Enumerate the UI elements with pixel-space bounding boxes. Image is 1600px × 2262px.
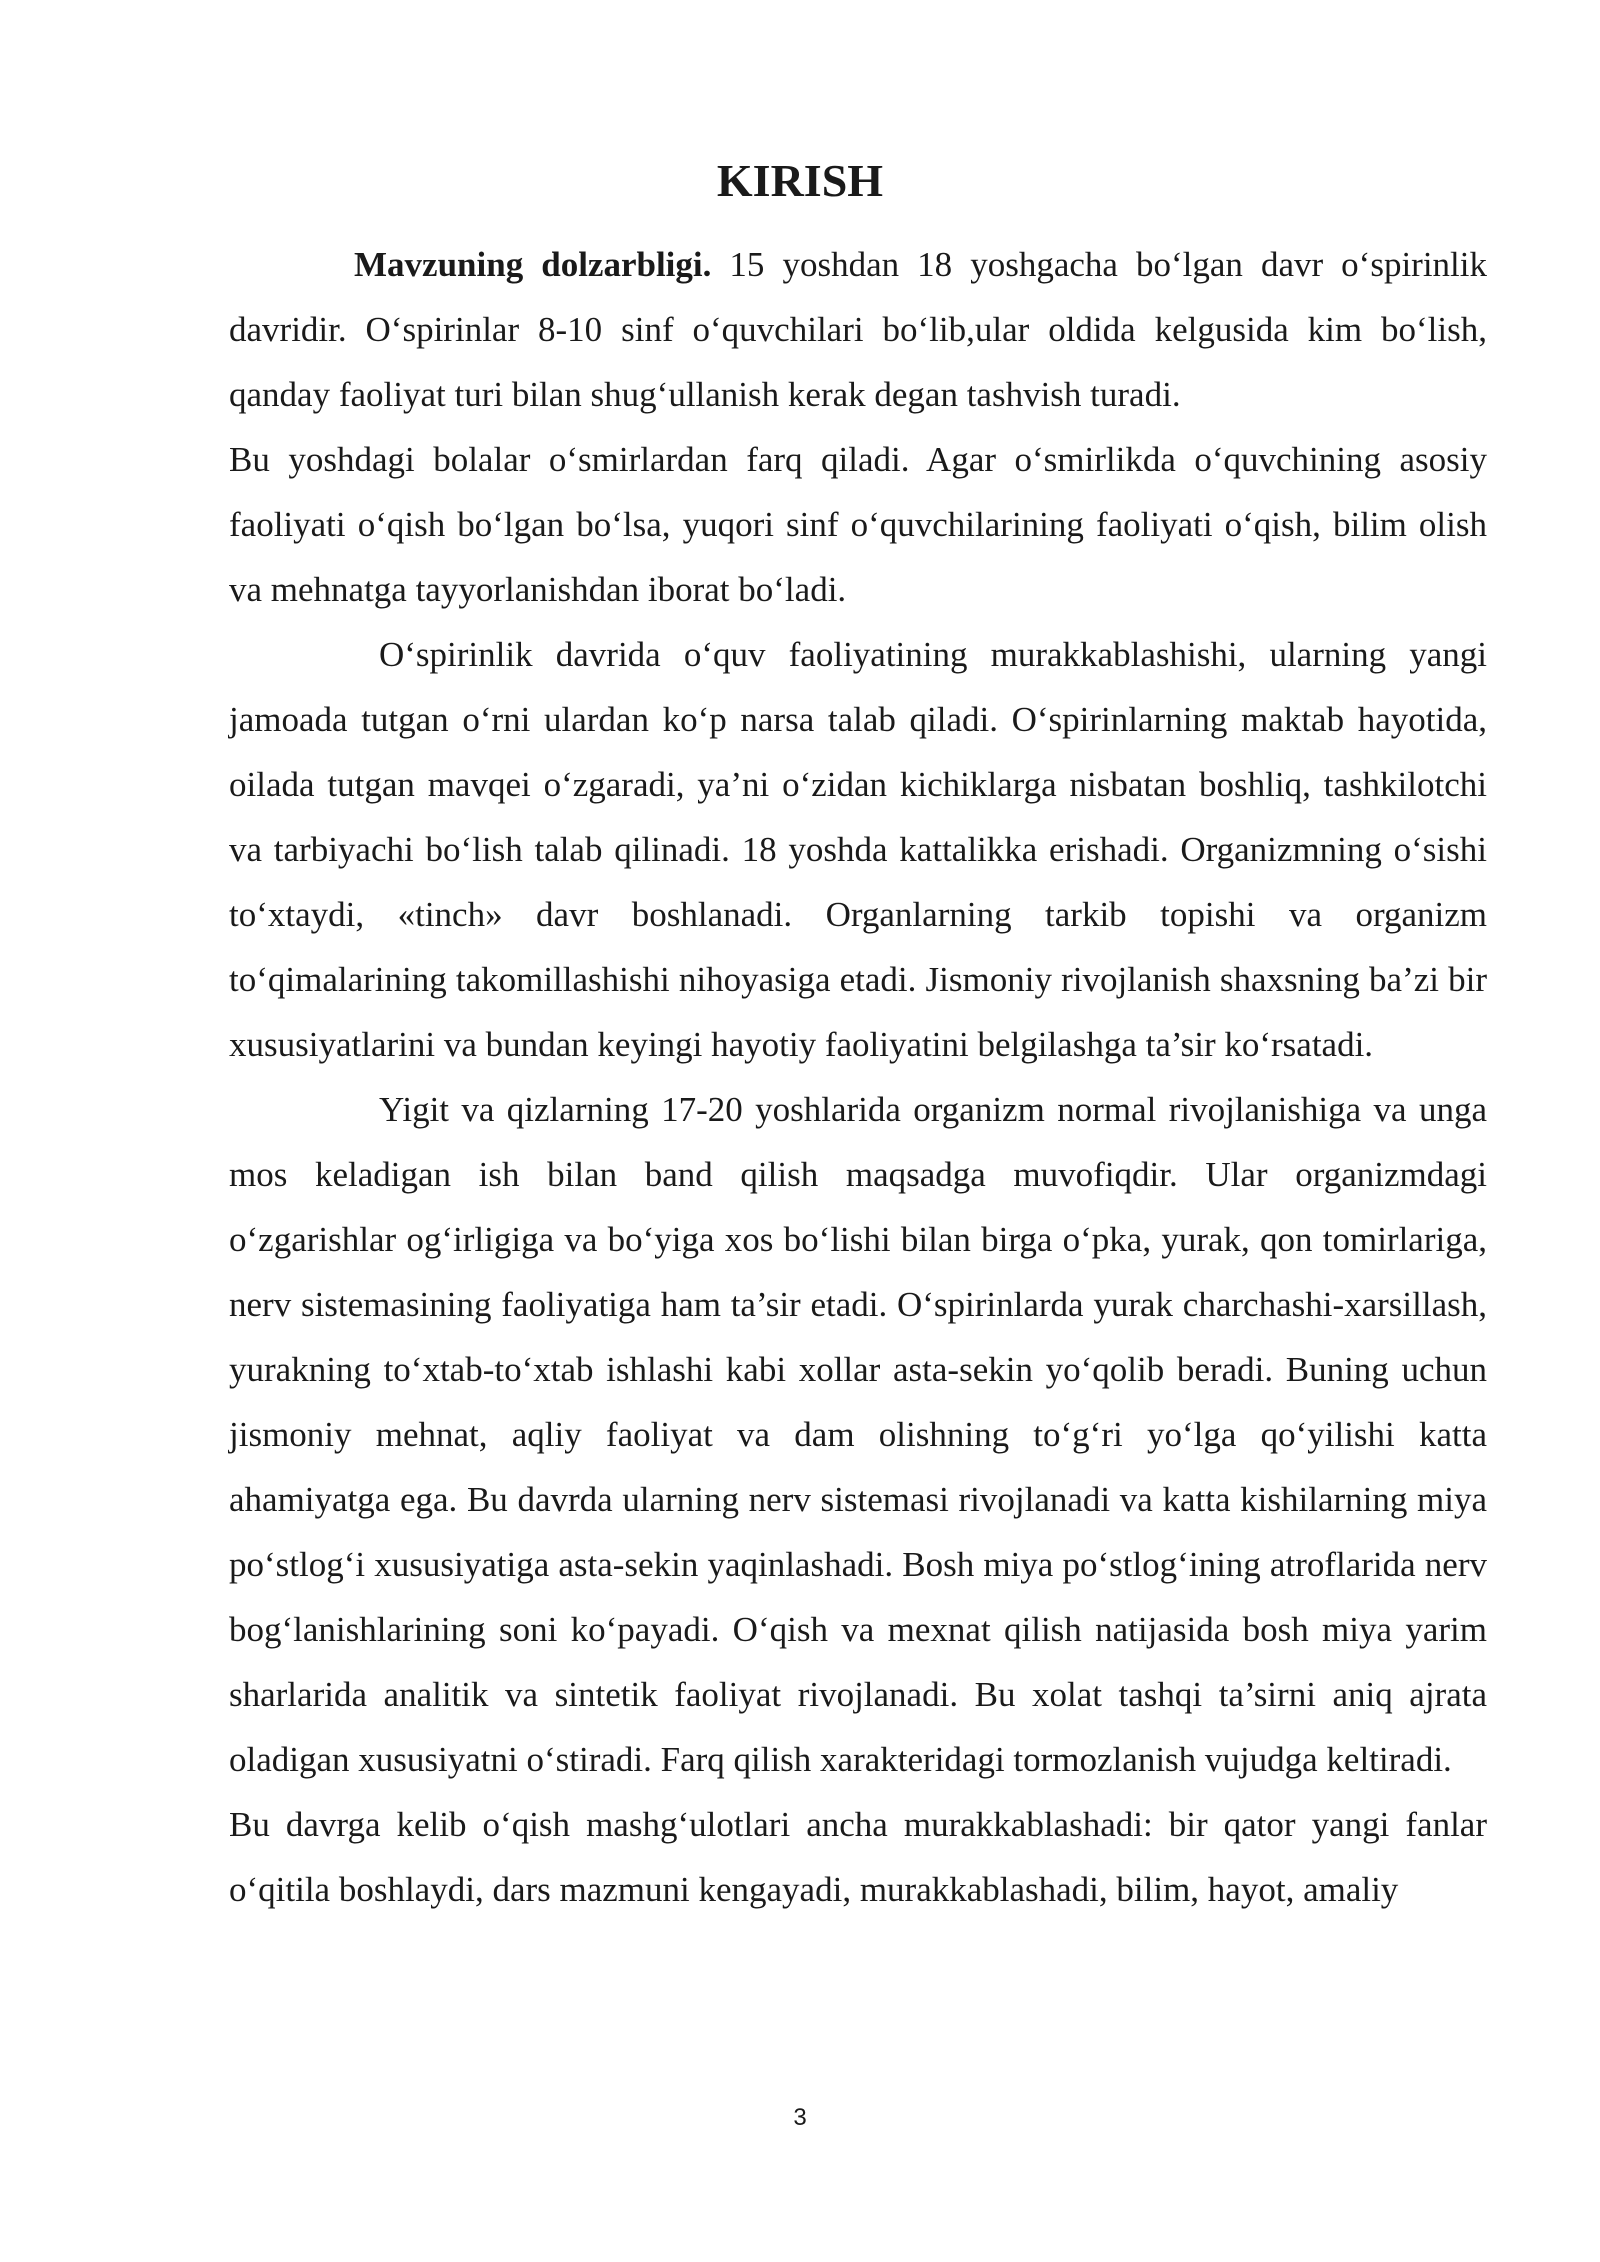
page-heading: KIRISH [716,155,884,206]
paragraph-text: Bu yoshdagi bolalar o‘smirlardan farq qiladi. Agar o‘smirlikda o‘quvchining asosiy faoliyati o‘qish bo‘lgan bo‘lsa, yuqori sinf o‘quvchilarining faoliyati o‘qish, bilim olish va mehnatga tayyorlanishdan iborat bo‘ladi. [229,440,1487,609]
body-text [229,232,1487,1922]
paragraph-text: Yigit va qizlarning 17-20 yoshlarida organizm normal rivojlanishiga va unga mos keladigan ish bilan band qilish maqsadga muvofiqdir. Ular organizmdagi o‘zgarishlar og‘irligiga va bo‘yiga xos bo‘lishi bilan birga o‘pka, yurak, qon tomirlariga, nerv sistemasining faoliyatiga ham ta’sir etadi. O‘spirinlarda yurak charchashi-xarsillash, yurakning to‘xtab-to‘xtab ishlashi kabi xollar asta-sekin yo‘qolib beradi. Buning uchun jismoniy mehnat, aqliy faoliyat va dam olishning to‘g‘ri yo‘lga qo‘yilishi katta ahamiyatga ega. Bu davrda ularning nerv sistemasi rivojlanadi va katta kishilarning miya po‘stlog‘i xususiyatiga asta-sekin yaqinlashadi. Bosh miya po‘stlog‘ining atroflarida nerv bog‘lanishlarining soni ko‘payadi. O‘qish va mexnat qilish natijasida bosh miya yarim sharlarida analitik va sintetik faoliyat rivojlanadi. Bu xolat tashqi ta’sirni aniq ajrata oladigan xususiyatni o‘stiradi. Farq qilish xarakteridagi tormozlanish vujudga keltiradi. [229,1090,1487,1779]
page-number: 3 [793,2104,807,2131]
paragraph-text: Bu davrga kelib o‘qish mashg‘ulotlari ancha murakkablashadi: bir qator yangi fanlar o‘qitila boshlaydi, dars mazmuni kengayadi, murakkablashadi, bilim, hayot, amaliy [229,1805,1487,1909]
paragraph-text: O‘spirinlik davrida o‘quv faoliyatining murakkablashishi, ularning yangi jamoada tutgan o‘rni ulardan ko‘p narsa talab qiladi. O‘spirinlarning maktab hayotida, oilada tutgan mavqei o‘zgaradi, ya’ni o‘zidan kichiklarga nisbatan boshliq, tashkilotchi va tarbiyachi bo‘lish talab qilinadi. 18 yoshda kattalikka erishadi. Organizmning o‘sishi to‘xtaydi, «tinch» davr boshlanadi. Organlarning tarkib topishi va organizm to‘qimalarining takomillashishi nihoyasiga etadi. Jismoniy rivojlanish shaxsning ba’zi bir xususiyatlarini va bundan keyingi hayotiy faoliyatini belgilashga ta’sir ko‘rsatadi. [229,635,1487,1064]
paragraph-text: 15 yoshdan 18 yoshgacha bo‘lgan davr o‘spirinlik davridir. O‘spirinlar 8-10 sinf o‘quvchilari bo‘lib,ular oldida kelgusida kim bo‘lish, qanday faoliyat turi bilan shug‘ullanish kerak degan tashvish turadi. [229,245,1488,414]
paragraph-relevance [229,232,1487,427]
paragraph-lead: Mavzuning dolzarbligi. [354,245,712,284]
